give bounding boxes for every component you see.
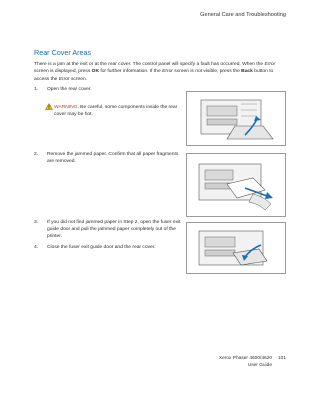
step-text: Remove the jammed paper. Confirm that all paper fragments are removed.	[47, 152, 179, 165]
running-header: General Care and Troubleshooting	[200, 12, 286, 18]
warning-icon	[45, 103, 53, 110]
warning-label: WARNING:	[54, 105, 79, 110]
step-number: 2.	[34, 152, 39, 157]
illustration-open-rear-cover	[186, 91, 286, 146]
step-text: Open the rear cover.	[47, 87, 92, 92]
section-title: Rear Cover Areas	[34, 48, 92, 57]
step-number: 3.	[34, 220, 39, 225]
step-text: Close the fuser exit guide door and the rear cover.	[47, 245, 156, 250]
step-number: 1.	[34, 87, 39, 92]
step-number: 4.	[34, 245, 39, 250]
illustration-close-cover	[186, 222, 286, 274]
illustration-remove-jammed-paper	[186, 153, 286, 217]
step-text: If you did not find jammed paper in Step 2, open the fuser exit guide door and pull the jammed paper completely out of the printer.	[47, 220, 181, 240]
page-number: 101	[277, 356, 286, 361]
warning-text: Be careful, some components inside the rear cover may be hot.	[54, 105, 178, 118]
footer-guide: User Guide	[247, 363, 272, 368]
footer-product: Xerox Phaser 4600/4620	[218, 356, 272, 361]
intro-paragraph: There is a jam at the exit or at the rear cover. The control panel will specify a fault has occurred. When the Error screen is displayed, press OK for further information. If the Error screen is not visible, press the Back button to access the Error screen.	[34, 62, 276, 82]
